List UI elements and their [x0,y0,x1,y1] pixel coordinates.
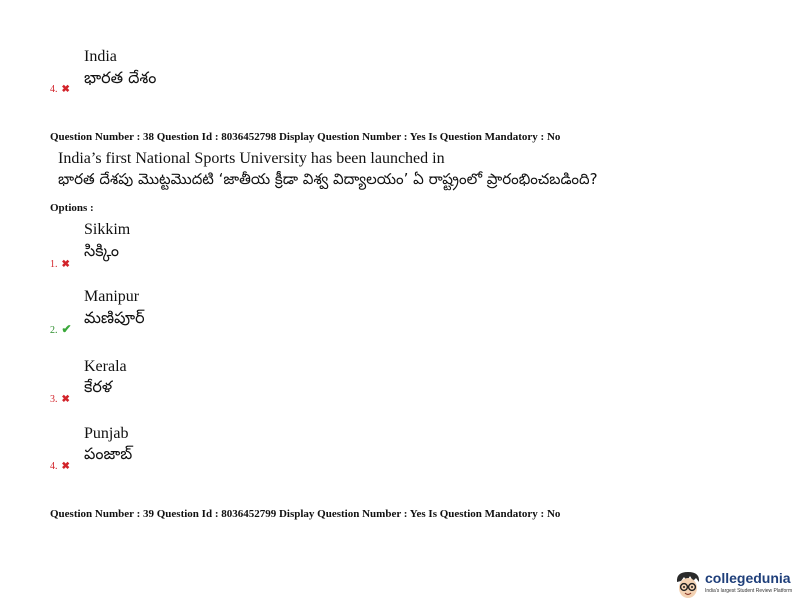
option-text-te: సిక్కిం [84,241,120,260]
option-text-en: Kerala [84,358,127,375]
cross-icon: ✖ [61,259,70,270]
option-text-en: Manipur [84,288,140,305]
option-text-te: పంజాబ్ [84,444,133,463]
option-text-en: Sikkim [84,221,131,238]
option-number: 2. [50,325,58,336]
option-text-en: Punjab [84,425,129,442]
cross-icon: ✖ [61,461,70,472]
question-text-en: India’s first National Sports University has been launched in [58,150,445,167]
option-number: 3. [50,394,58,405]
option-number: 1. [50,259,58,270]
question-meta-39: Question Number : 39 Question Id : 8036452799 Display Question Number : Yes Is Question Mandatory : No [50,508,561,520]
check-icon: ✔ [61,322,72,336]
option-marker [50,456,70,474]
question-text-te: భారత దేశపు మొట్టమొదటి ‘జాతీయ క్రీడా విశ్వ విద్యాలయం’ ఏ రాష్ట్రంలో ప్రారంభించబడింది? [58,170,598,188]
collegedunia-logo [672,567,792,603]
option-text-te: కేరళ [84,377,113,396]
option-number: 4. [50,461,58,472]
logo-tagline: India's largest Student Review Platform [705,588,792,594]
option-text-te: భారత దేశం [84,68,157,87]
cross-icon: ✖ [61,84,70,95]
option-marker [50,254,70,272]
question-meta-38: Question Number : 38 Question Id : 8036452798 Display Question Number : Yes Is Question Mandatory : No [50,131,561,143]
option-text-te: మణిపూర్ [84,308,145,327]
option-number: 4. [50,84,58,95]
mascot-icon [672,569,704,601]
logo-name: collegedunia [705,570,791,586]
options-label: Options : [50,202,94,214]
option-marker [50,389,70,407]
option-marker [50,79,70,97]
option-text-en: India [84,48,117,65]
option-marker [50,320,72,338]
cross-icon: ✖ [61,394,70,405]
